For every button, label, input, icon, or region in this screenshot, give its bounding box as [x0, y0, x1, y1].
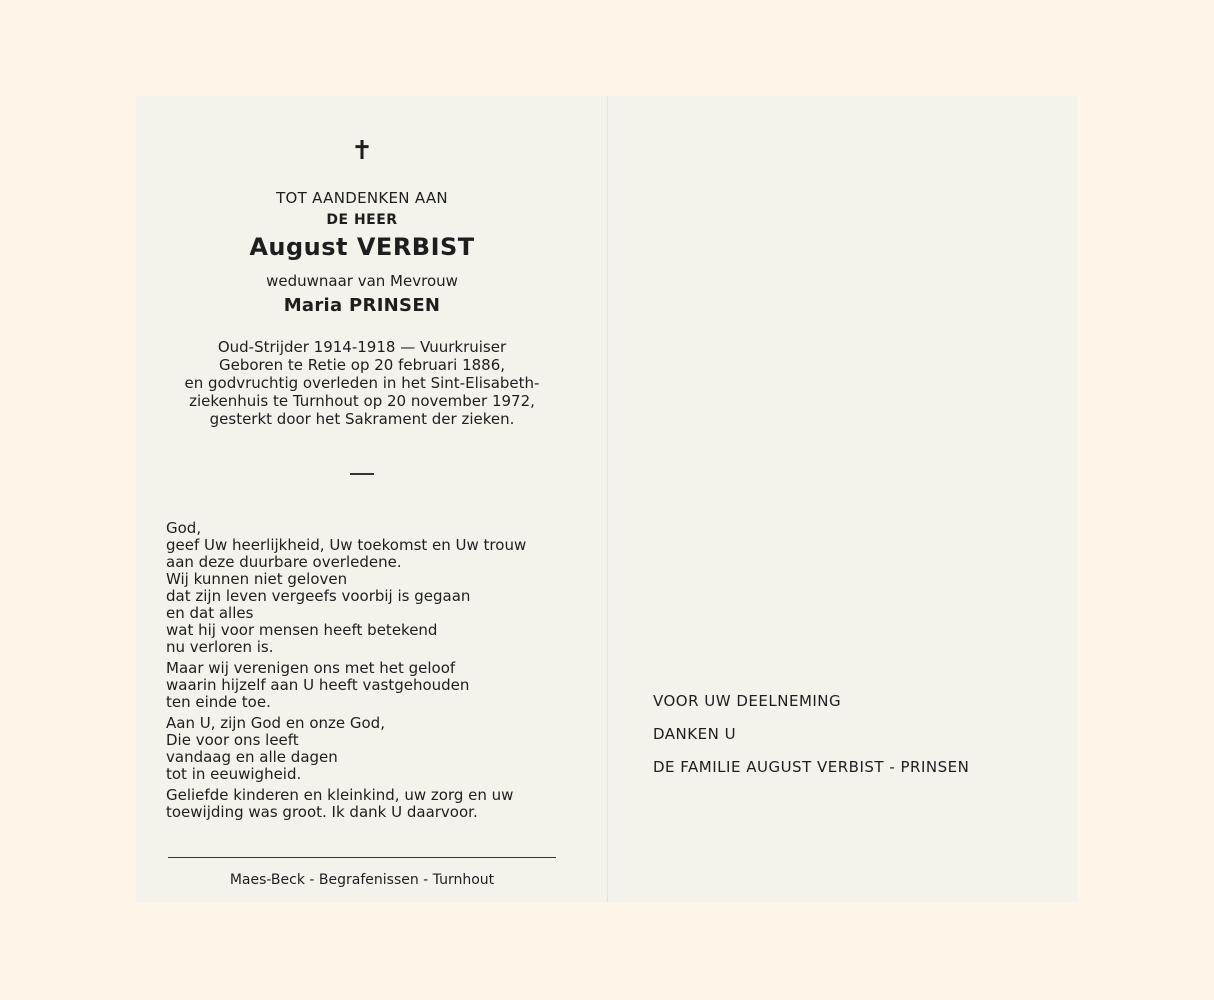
prayer — [166, 520, 586, 825]
prayer-line: vandaag en alle dagen — [166, 748, 338, 766]
bio-line: Geboren te Retie op 20 februari 1886, — [218, 356, 506, 374]
prayer-line: aan deze duurbare overledene. — [166, 553, 402, 571]
prayer-line: Aan U, zijn God en onze God, — [166, 714, 385, 732]
bio-line: gesterkt door het Sakrament der zieken. — [209, 410, 515, 428]
spouse-name: Maria PRINSEN — [283, 295, 441, 316]
prayer-line: Wij kunnen niet geloven — [166, 570, 348, 588]
prayer-line: God, — [166, 519, 202, 537]
biography — [136, 338, 588, 428]
bio-line: Oud-Strijder 1914-1918 — Vuurkruiser — [217, 338, 507, 356]
printer-credit: Maes-Beck - Begrafenissen - Turnhout — [229, 872, 495, 888]
prayer-line: Geliefde kinderen en kleinkind, uw zorg en uw — [166, 786, 514, 804]
memorial-card — [136, 96, 1078, 902]
prayer-stanza — [166, 520, 586, 656]
bio-line: ziekenhuis te Turnhout op 20 november 1972, — [189, 392, 535, 410]
deceased-name: August VERBIST — [249, 233, 475, 261]
title-line: DE HEER — [326, 212, 398, 228]
prayer-line: tot in eeuwigheid. — [166, 765, 302, 783]
prayer-line: toewijding was groot. Ik dank U daarvoor. — [166, 803, 478, 821]
prayer-line: geef Uw heerlijkheid, Uw toekomst en Uw trouw — [166, 536, 527, 554]
prayer-line: Maar wij verenigen ons met het geloof — [166, 659, 456, 677]
thanks-line: DANKEN U — [653, 725, 737, 743]
prayer-stanza — [166, 787, 586, 821]
thanks-line: VOOR UW DEELNEMING — [653, 692, 842, 710]
footer-rule — [168, 857, 556, 858]
widower-line: weduwnaar van Mevrouw — [266, 272, 458, 290]
prayer-line: nu verloren is. — [166, 638, 274, 656]
family-line: DE FAMILIE AUGUST VERBIST - PRINSEN — [653, 758, 970, 776]
bio-line: en godvruchtig overleden in het Sint-Elisabeth- — [184, 374, 540, 392]
prayer-stanza — [166, 660, 586, 711]
cross-icon: ✝ — [351, 136, 373, 166]
prayer-line: dat zijn leven vergeefs voorbij is gegaan — [166, 587, 471, 605]
prayer-line: ten einde toe. — [166, 693, 271, 711]
prayer-line: en dat alles — [166, 604, 254, 622]
left-panel — [136, 96, 607, 902]
prayer-line: wat hij voor mensen heeft betekend — [166, 621, 438, 639]
separator-dash — [350, 473, 374, 475]
heading-line: TOT AANDENKEN AAN — [276, 189, 448, 207]
prayer-stanza — [166, 715, 586, 783]
prayer-line: Die voor ons leeft — [166, 731, 299, 749]
right-panel — [609, 96, 1078, 902]
prayer-line: waarin hijzelf aan U heeft vastgehouden — [166, 676, 470, 694]
